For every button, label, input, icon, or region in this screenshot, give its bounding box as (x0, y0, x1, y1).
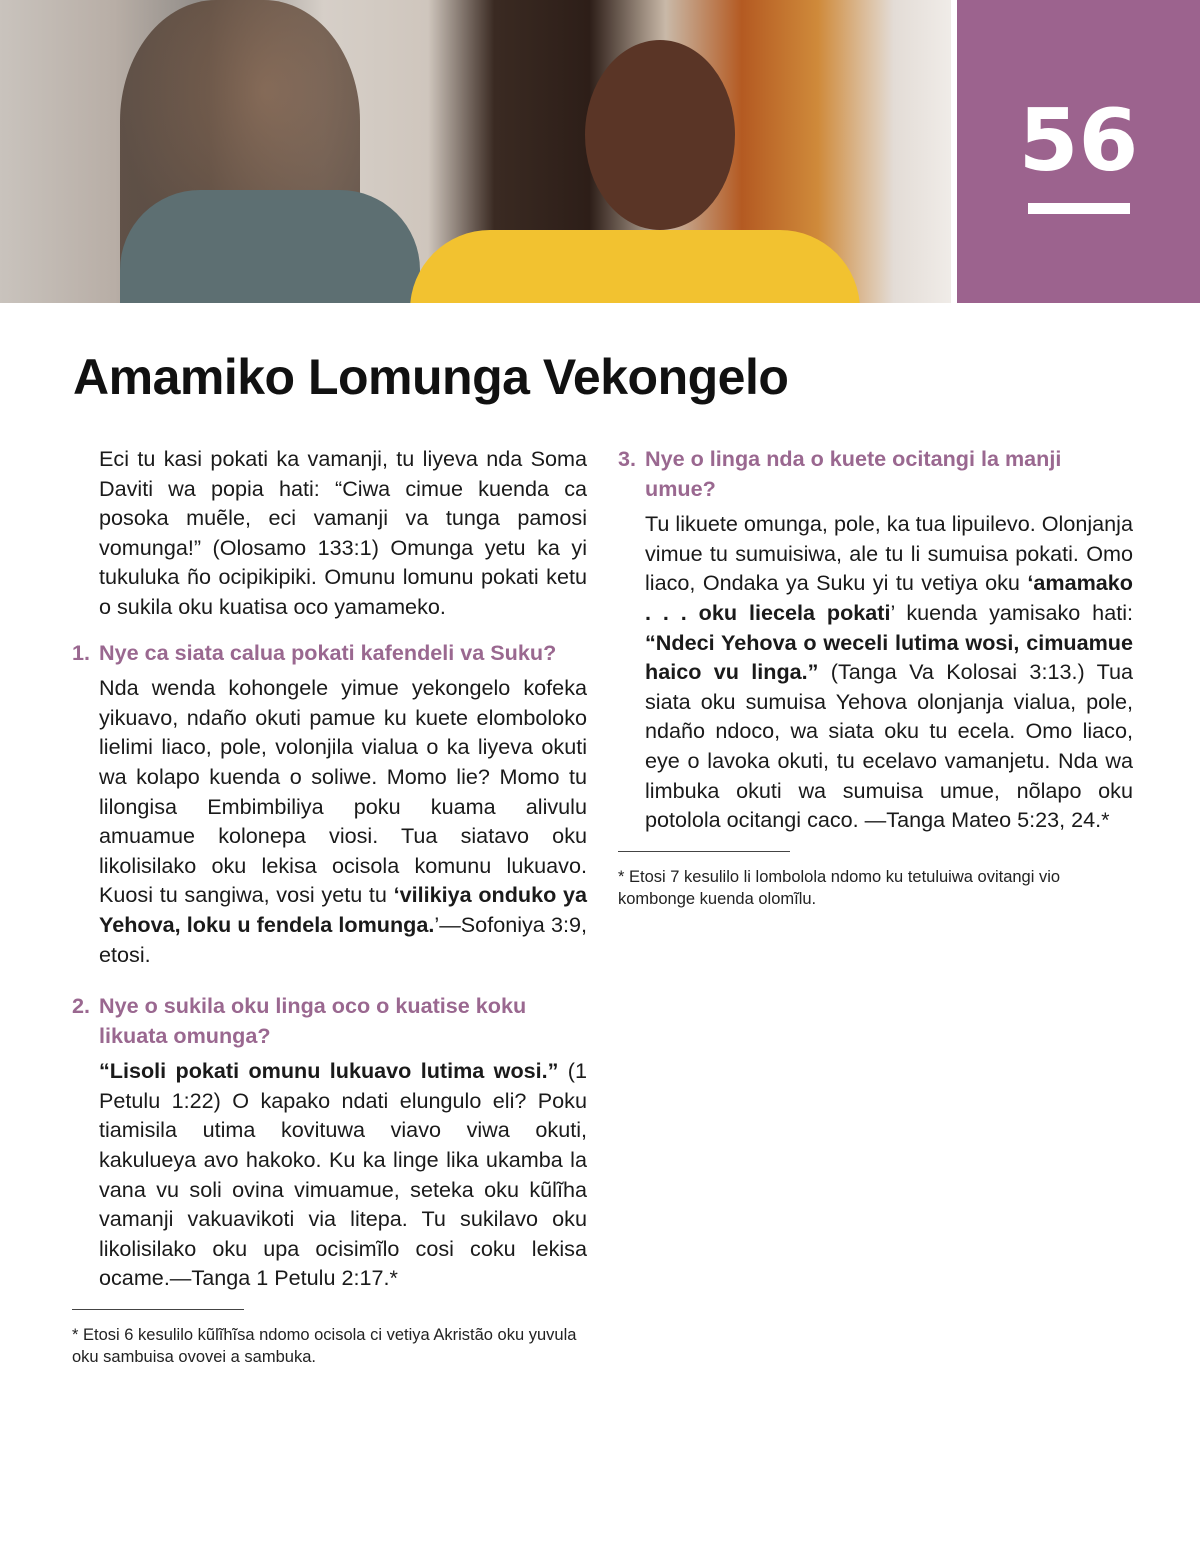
left-column (72, 444, 587, 1368)
chapter-number: 56 (1018, 91, 1139, 191)
footnote-3: * Etosi 7 kesulilo li lombolola ndomo ku tetuluiwa ovitangi vio kombonge kuenda olomĩlu. (618, 867, 1061, 908)
paragraph-text: ’—Sofoniya 3:9, etosi. (99, 911, 587, 967)
paragraph-text: Tu likuete omunga, pole, ka tua lipuilevo. Olonjanja vimue tu sumuisiwa, ale tu li sumuisa pokati. Omo liaco, Ondaka ya Suku yi tu vetiya oku (645, 511, 1133, 596)
answer-3 (645, 509, 1133, 835)
question-number: 3. (618, 446, 637, 471)
bold-quote-text: “Ndeci Yehova o weceli lutima wosi, cimuamue haico vu linga.” (645, 629, 1133, 685)
question-text: Nye o sukila oku linga oco o kuatise koku likuata omunga? (99, 993, 527, 1048)
question-2 (72, 991, 587, 1050)
photo-woman-face (585, 40, 735, 230)
footnote-divider (618, 851, 790, 852)
question-text: Nye ca siata calua pokati kafendeli va Suku? (99, 639, 557, 665)
page-title: Amamiko Lomunga Vekongelo (73, 349, 789, 405)
paragraph-text: ’ kuenda yamisako hati: (890, 599, 1133, 625)
paragraph-text: Eci tu kasi pokati ka vamanji, tu liyeva nda Soma Daviti wa popia hati: “Ciwa cimue kuenda ca posoka muẽle, eci vamanji va tunga pamosi vomunga!” (Olosamo 133:1) Omunga yetu ka yi tukuluka ño ocipikipiki. Omunu lomunu pokati ketu o sukila oku kuatisa oco yamameko. (99, 446, 587, 619)
paragraph-text: Nda wenda kohongele yimue yekongelo kofeka yikuavo, ndaño okuti pamue ku kuete elomboloko lielimi liaco, pole, volonjila vialua o ka liyeva okuti wa kolapo kuenda o soliwe. Momo lie? Momo tu lilongisa Embimbiliya poku kuama alivulu amuamue kolonepa viosi. Tua siatavo oku likolisilako oku lekisa ocisola komunu lukuavo. Kuosi tu sangiwa, vosi yetu tu (99, 675, 587, 908)
paragraph-text: (Tanga Va Kolosai 3:13.) Tua siata oku sumuisa Yehova olonjanja vialua, pole, ndaño ndoco, wa siata oku tu ecela. Omo liaco, eye o lavoka okuti, tu ecelavo vamanjetu. Nda wa limbuka okuti wa sumuisa umue, nõlapo oku potolola ocitangi caco. —Tanga Mateo 5:23, 24.* (645, 659, 1133, 833)
footnote-divider (72, 1309, 244, 1310)
paragraph-text: (1 Petulu 1:22) O kapako ndati elungulo eli? Poku tiamisila utima kovituwa viavo viwa okuti, kakulueya avo hakoko. Ku ka linge lika ukamba la vana vu soli ovina vimuamue, seteka oku kũlĩha vamanji vakuavikoti via litepa. Tu sukilavo oku likolisilako oku upa ocisimĩlo cosi coku lekisa ocame.—Tanga 1 Petulu 2:17.* (99, 1058, 587, 1291)
question-number: 2. (72, 993, 91, 1019)
photo-woman-dress (410, 230, 860, 303)
bold-quote-text: “Lisoli pokati omunu lukuavo lutima wosi.” (99, 1058, 559, 1084)
header-photo (0, 0, 951, 303)
question-number: 1. (72, 639, 91, 665)
intro-paragraph (99, 444, 587, 622)
chapter-badge (957, 0, 1200, 303)
bold-quote-text: ‘vilikiya onduko ya Yehova, loku u fendela lomunga. (99, 882, 587, 937)
photo-person-shirt (120, 190, 420, 303)
footnote-2: * Etosi 6 kesulilo kũlĩhĩsa ndomo ocisola ci vetiya Akristão oku yuvula oku sambuisa ovovei a sambuka. (72, 1326, 577, 1367)
question-3 (618, 444, 1133, 503)
right-column (618, 444, 1133, 910)
bold-quote-text: ‘amamako . . . oku liecela pokati (645, 570, 1133, 625)
chapter-underline (1028, 203, 1130, 214)
question-text: Nye o linga nda o kuete ocitangi la manji umue? (645, 446, 1062, 501)
answer-1 (99, 673, 587, 969)
question-1 (72, 638, 587, 668)
answer-2 (99, 1056, 587, 1293)
